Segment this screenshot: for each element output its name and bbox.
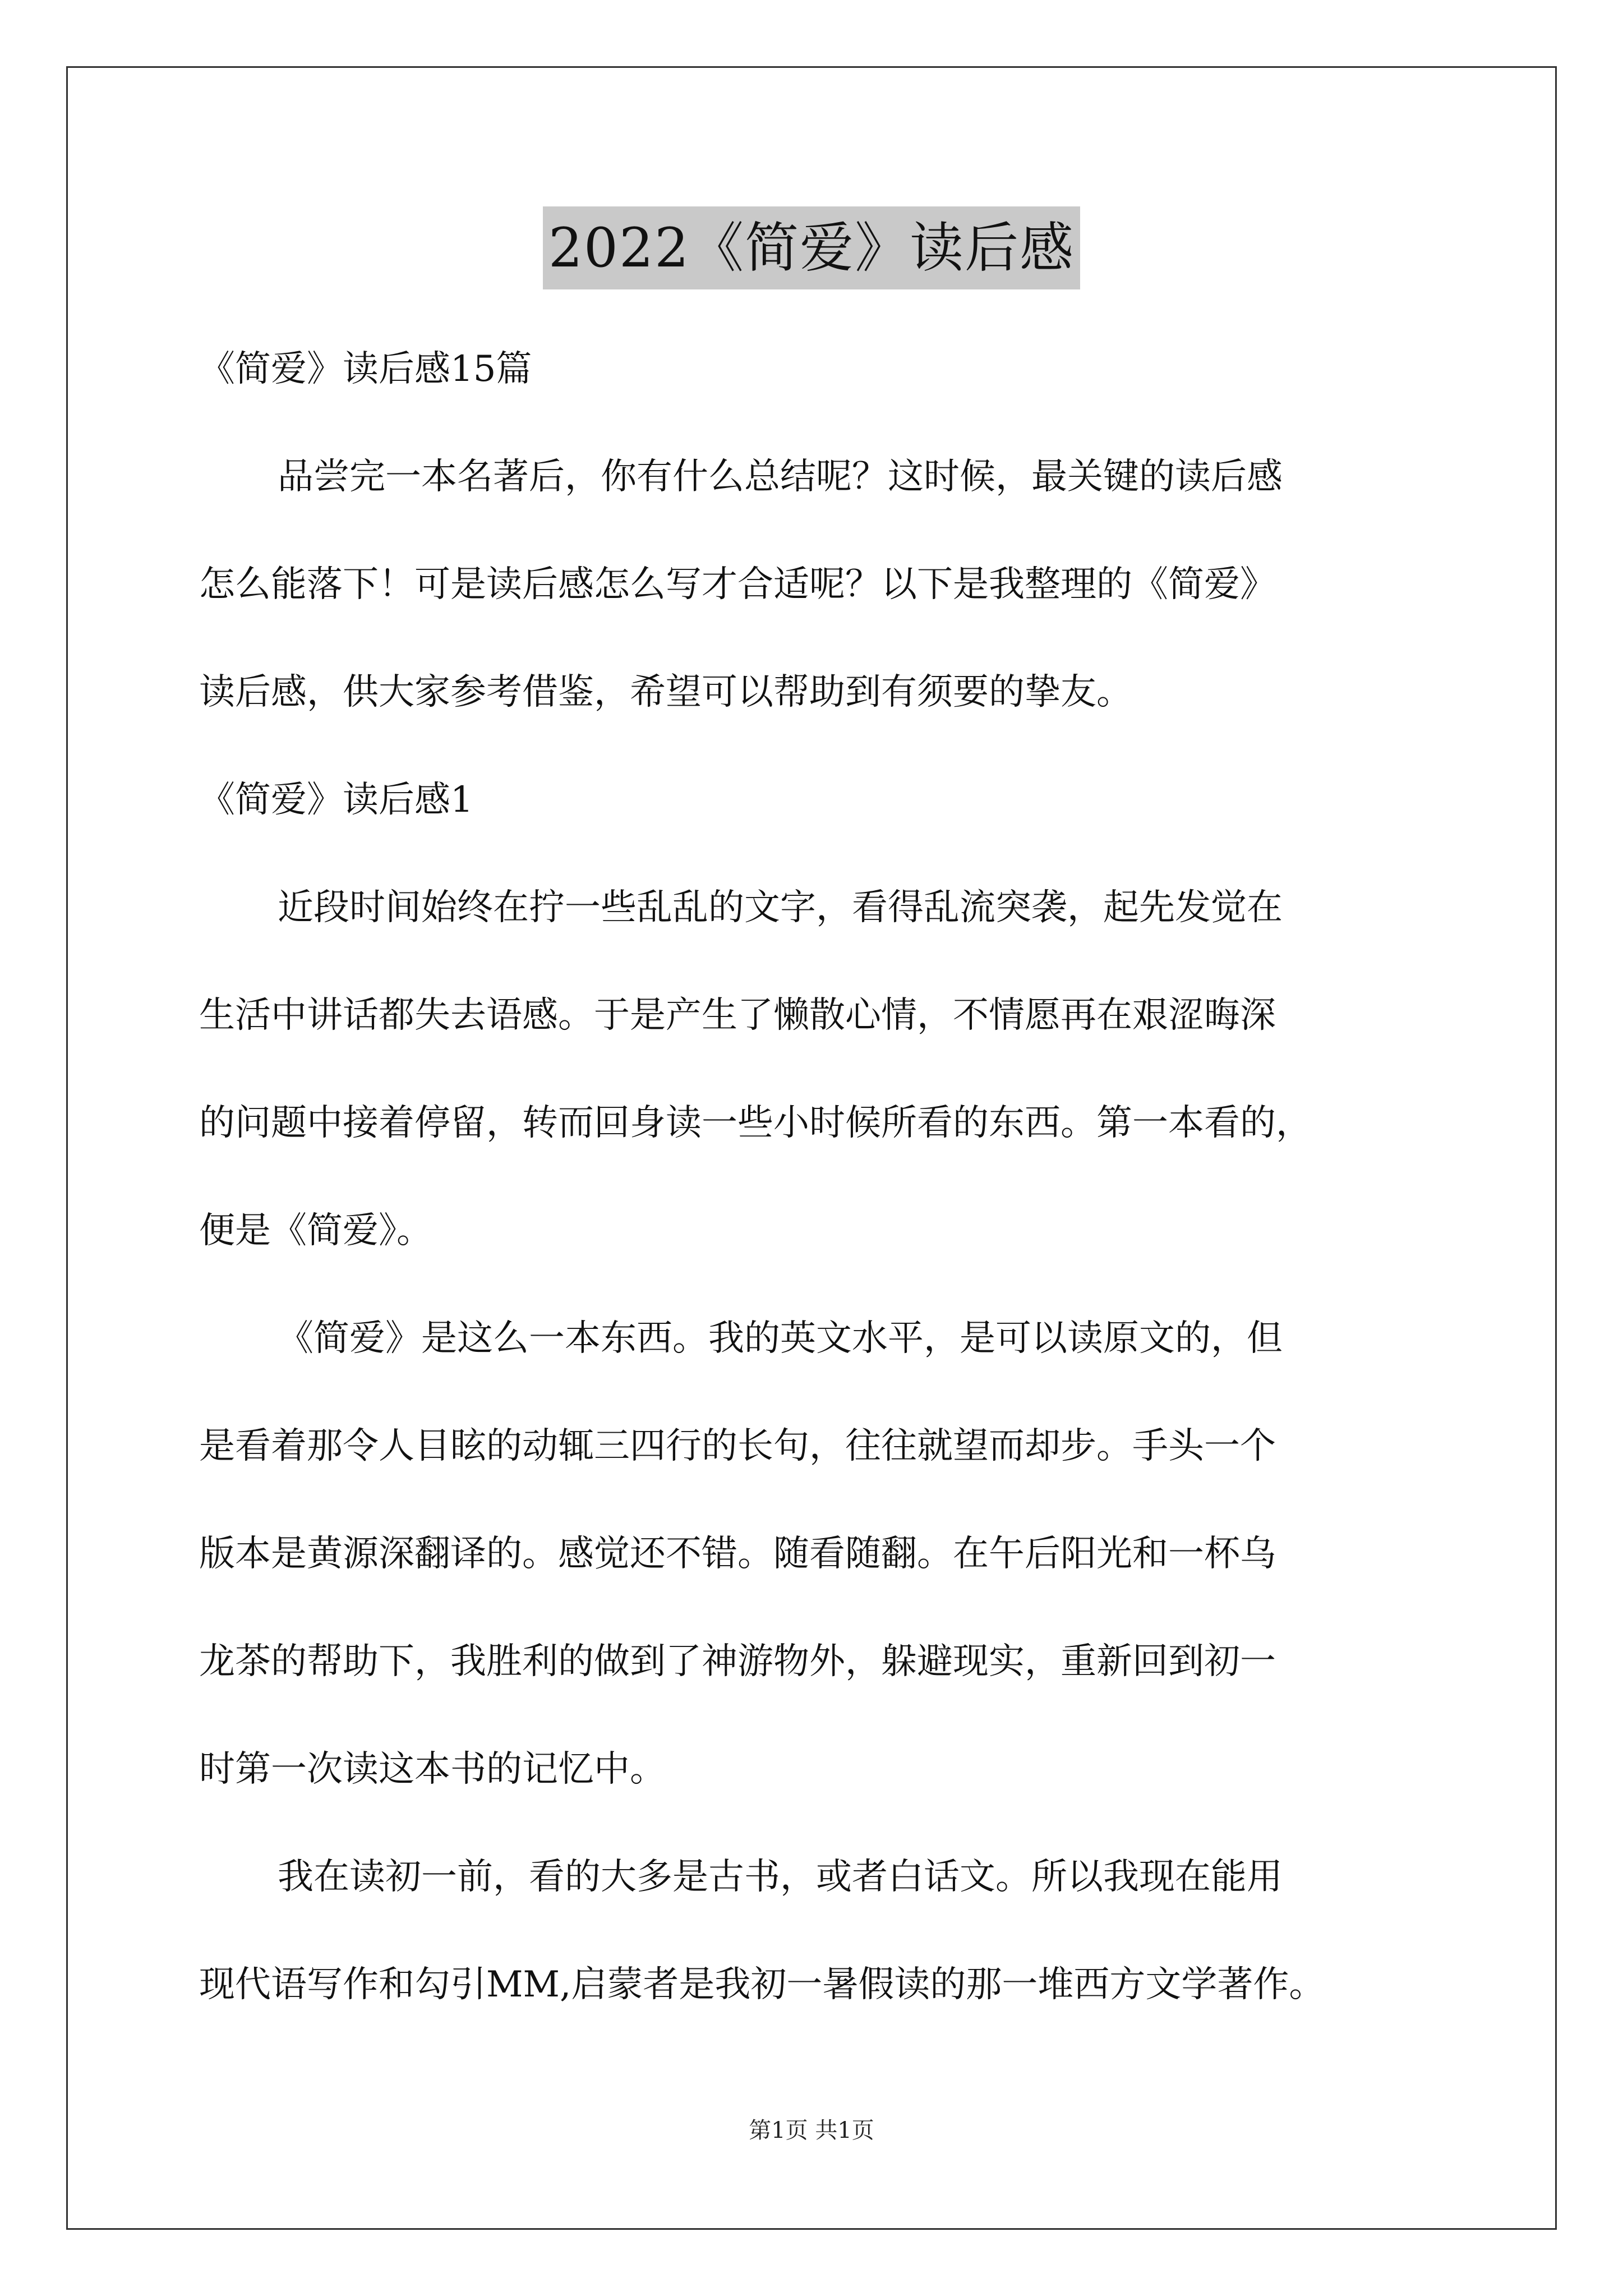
- paragraph-line: 版本是黄源深翻译的。感觉还不错。随看随翻。在午后阳光和一杯乌: [199, 1533, 1276, 1575]
- paragraph-line: 我在读初一前，看的大多是古书，或者白话文。所以我现在能用: [278, 1856, 1283, 1898]
- paragraph-line: 读后感，供大家参考借鉴，希望可以帮助到有须要的挚友。: [199, 671, 1132, 713]
- paragraph-line: 时第一次读这本书的记忆中。: [199, 1749, 666, 1790]
- paragraph-line: 怎么能落下！可是读后感怎么写才合适呢？以下是我整理的《简爱》: [199, 564, 1276, 605]
- paragraph-line: 是看着那令人目眩的动辄三四行的长句，往往就望而却步。手头一个: [199, 1425, 1276, 1467]
- page-footer: 第1页 共1页: [749, 2118, 874, 2143]
- title-container: [0, 206, 1623, 289]
- body-paragraph-2: [199, 1312, 1427, 1796]
- body-paragraph-3: [199, 1850, 1427, 2012]
- document-subtitle: 《简爱》读后感15篇: [199, 348, 532, 390]
- paragraph-line: 的问题中接着停留，转而回身读一些小时候所看的东西。第一本看的，: [199, 1102, 1312, 1144]
- intro-paragraph: [199, 450, 1427, 719]
- paragraph-line: 近段时间始终在拧一些乱乱的文字，看得乱流突袭，起先发觉在: [278, 887, 1283, 928]
- document-body: [199, 342, 1427, 2065]
- paragraph-line: 品尝完一本名著后，你有什么总结呢？这时候，最关键的读后感: [278, 456, 1283, 498]
- paragraph-line: 便是《简爱》。: [199, 1210, 432, 1251]
- paragraph-line: 龙茶的帮助下，我胜利的做到了神游物外，躲避现实，重新回到初一: [199, 1641, 1276, 1682]
- paragraph-line: 生活中讲话都失去语感。于是产生了懒散心情，不情愿再在艰涩晦深: [199, 995, 1276, 1036]
- paragraph-line: 《简爱》是这么一本东西。我的英文水平，是可以读原文的，但: [278, 1318, 1283, 1359]
- body-paragraph-1: [199, 881, 1427, 1258]
- section-heading: 《简爱》读后感1: [199, 779, 473, 821]
- document-title: 2022《简爱》读后感: [543, 206, 1080, 289]
- paragraph-line: 现代语写作和勾引MM,启蒙者是我初一暑假读的那一堆西方文学著作。: [199, 1964, 1325, 2005]
